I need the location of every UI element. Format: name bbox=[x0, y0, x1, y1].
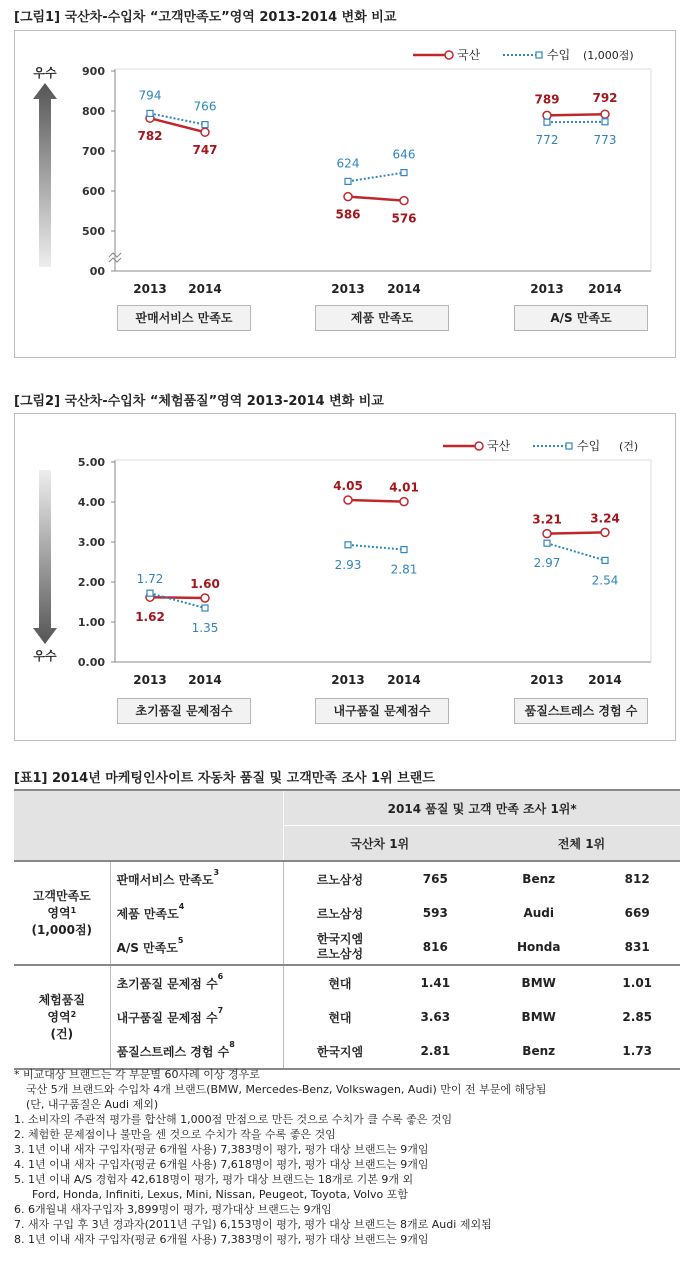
y-tick-label: 0.00 bbox=[77, 656, 105, 669]
series-line-import bbox=[150, 593, 205, 608]
point-domestic bbox=[201, 594, 209, 602]
point-import bbox=[345, 178, 351, 184]
footnote: (단, 내구품질은 Audi 제외) bbox=[26, 1098, 159, 1111]
table-row-item: A/S 만족도$^5$ bbox=[116, 935, 184, 955]
data-label-import: 794 bbox=[138, 88, 162, 103]
domestic-brand: 현대 bbox=[284, 1000, 396, 1034]
footnote: 2. 체험한 문제점이나 불만을 센 것으로 수치가 작을 수록 좋은 것임 bbox=[14, 1128, 336, 1141]
point-import bbox=[147, 110, 153, 116]
overall-score: 2.85 bbox=[622, 1010, 653, 1024]
figure1-panel bbox=[14, 30, 676, 358]
legend-label-domestic: 국산 bbox=[457, 48, 481, 62]
data-label-domestic: 747 bbox=[192, 143, 218, 158]
domestic-brand: 현대 bbox=[284, 965, 396, 1000]
point-domestic bbox=[400, 197, 408, 205]
x-tick-label: 2013 bbox=[133, 282, 167, 296]
direction-arrow bbox=[33, 83, 57, 267]
point-domestic bbox=[201, 128, 209, 136]
data-label-import: 772 bbox=[535, 133, 559, 148]
header-domestic: 국산차 1위 bbox=[284, 826, 475, 862]
legend-label-domestic: 국산 bbox=[487, 439, 511, 453]
data-label-domestic: 1.62 bbox=[135, 610, 165, 625]
table-row-item: 초기품질 문제점 수$^6$ bbox=[116, 971, 224, 991]
overall-score: 831 bbox=[624, 940, 650, 954]
data-label-domestic: 4.05 bbox=[333, 479, 363, 493]
domestic-brand: 한국지엠 bbox=[284, 1034, 396, 1069]
data-label-import: 2.93 bbox=[334, 557, 362, 572]
legend-label-import: 수입 bbox=[547, 48, 571, 62]
point-import bbox=[602, 557, 608, 563]
x-tick-label: 2014 bbox=[387, 673, 421, 687]
series-line-domestic bbox=[348, 197, 404, 201]
data-label-domestic: 576 bbox=[391, 211, 417, 226]
data-label-domestic: 782 bbox=[137, 129, 163, 144]
point-import bbox=[202, 122, 208, 128]
data-label-import: 1.72 bbox=[136, 572, 164, 587]
data-label-import: 1.35 bbox=[191, 621, 219, 635]
header-overall: 전체 1위 bbox=[483, 826, 680, 862]
point-import bbox=[147, 590, 153, 596]
unit-label: (1,000점) bbox=[583, 49, 634, 62]
category-box: 품질스트레스 경험 수 bbox=[514, 698, 648, 724]
data-label-import: 624 bbox=[336, 156, 360, 171]
y-tick-label: 700 bbox=[82, 145, 105, 158]
table-title: [표1] 2014년 마케팅인사이트 자동차 품질 및 고객만족 조사 1위 브랜드 bbox=[14, 771, 435, 786]
category-box: A/S 만족도 bbox=[514, 305, 648, 331]
category-box: 판매서비스 만족도 bbox=[117, 305, 251, 331]
point-import bbox=[544, 119, 550, 125]
x-tick-label: 2014 bbox=[188, 673, 222, 687]
category-box: 제품 만족도 bbox=[315, 305, 449, 331]
data-label-domestic: 792 bbox=[592, 91, 618, 106]
domestic-score: 2.81 bbox=[420, 1044, 451, 1058]
series-line-domestic bbox=[150, 597, 205, 598]
figure2-title: [그림2] 국산차-수입차 “체험품질”영역 2013-2014 변화 비교 bbox=[14, 394, 384, 409]
data-label-import: 2.54 bbox=[591, 573, 619, 588]
data-label-domestic: 1.60 bbox=[190, 577, 220, 591]
domestic-score: 1.41 bbox=[420, 976, 451, 990]
x-tick-label: 2014 bbox=[588, 673, 622, 687]
figure1-title: [그림1] 국산차-수입차 “고객만족도”영역 2013-2014 변화 비교 bbox=[14, 10, 397, 25]
point-import bbox=[401, 170, 407, 176]
overall-brand: Honda bbox=[516, 940, 561, 954]
point-domestic bbox=[601, 110, 609, 118]
overall-brand: Benz bbox=[522, 1044, 556, 1058]
domestic-score: 765 bbox=[422, 872, 448, 886]
series-line-domestic bbox=[547, 114, 605, 115]
direction-arrow bbox=[33, 470, 57, 644]
point-import bbox=[202, 605, 208, 611]
table-header-top: 2014 품질 및 고객 만족 조사 1위* bbox=[284, 790, 680, 826]
x-tick-label: 2013 bbox=[530, 282, 564, 296]
domestic-brand: 한국지엠 르노삼성 bbox=[284, 930, 396, 965]
category-box: 내구품질 문제점수 bbox=[315, 698, 449, 724]
y-tick-label: 800 bbox=[82, 105, 105, 118]
point-domestic bbox=[344, 496, 352, 504]
point-domestic bbox=[400, 498, 408, 506]
y-tick-label: 900 bbox=[82, 65, 105, 78]
y-tick-label: 600 bbox=[82, 185, 105, 198]
table-row-item: 제품 만족도$^4$ bbox=[116, 901, 185, 921]
x-tick-label: 2013 bbox=[331, 673, 365, 687]
overall-brand: Audi bbox=[523, 906, 554, 920]
y-tick-label: 500 bbox=[82, 225, 105, 238]
overall-score: 1.73 bbox=[622, 1044, 653, 1058]
figure2-chart bbox=[15, 414, 675, 740]
x-tick-label: 2013 bbox=[530, 673, 564, 687]
arrow-label: 우수 bbox=[33, 649, 57, 663]
data-label-domestic: 3.24 bbox=[590, 511, 620, 526]
table-corner bbox=[14, 790, 284, 861]
series-line-import bbox=[348, 173, 404, 182]
point-domestic bbox=[543, 530, 551, 538]
group-label-satisfaction: 고객만족도 영역$^1$ (1,000점) bbox=[14, 861, 110, 965]
series-line-domestic bbox=[547, 532, 605, 533]
y-tick-label: 2.00 bbox=[77, 576, 105, 589]
overall-brand: BMW bbox=[521, 976, 556, 990]
point-import bbox=[544, 540, 550, 546]
series-line-import bbox=[348, 545, 404, 550]
data-label-import: 646 bbox=[392, 147, 416, 162]
data-label-import: 2.97 bbox=[533, 556, 561, 571]
legend-label-import: 수입 bbox=[577, 439, 601, 453]
figure2-panel bbox=[14, 413, 676, 741]
footnote: 5. 1년 이내 A/S 경험자 42,618명이 평가, 평가 대상 브랜드는 18개로 기본 9개 외 bbox=[14, 1173, 414, 1186]
domestic-brand: 르노삼성 bbox=[284, 861, 396, 896]
overall-score: 812 bbox=[624, 872, 650, 886]
footnote: 6. 6개월내 새자구입자 3,899명이 평가, 평가대상 브랜드는 9개임 bbox=[14, 1203, 332, 1216]
x-tick-label: 2014 bbox=[387, 282, 421, 296]
data-label-domestic: 3.21 bbox=[532, 512, 562, 527]
legend-marker-domestic bbox=[445, 51, 453, 59]
footnote: Ford, Honda, Infiniti, Lexus, Mini, Nissan, Peugeot, Toyota, Volvo 포함 bbox=[32, 1188, 409, 1201]
domestic-brand: 르노삼성 bbox=[284, 896, 396, 930]
overall-score: 1.01 bbox=[622, 976, 653, 990]
footnote: * 비교대상 브랜드는 각 부문별 60사례 이상 경우로 bbox=[14, 1068, 260, 1081]
category-box: 초기품질 문제점수 bbox=[117, 698, 251, 724]
point-domestic bbox=[543, 111, 551, 119]
x-tick-label: 2013 bbox=[331, 282, 365, 296]
x-tick-label: 2014 bbox=[588, 282, 622, 296]
domestic-score: 816 bbox=[422, 940, 448, 954]
group-label-quality: 체험품질 영역$^2$ (건) bbox=[14, 965, 110, 1069]
legend-marker-import bbox=[536, 52, 542, 58]
table-row-item: 내구품질 문제점 수$^7$ bbox=[116, 1005, 224, 1025]
overall-brand: BMW bbox=[521, 1010, 556, 1024]
footnote: 4. 1년 이내 새자 구입자(평균 6개월 사용) 7,618명이 평가, 평가 대상 브랜드는 9개임 bbox=[14, 1158, 429, 1171]
point-import bbox=[401, 547, 407, 553]
footnote: 국산 5개 브랜드와 수입차 4개 브랜드(BMW, Mercedes-Benz, Volkswagen, Audi) 만이 전 부문에 해당됨 bbox=[26, 1083, 547, 1096]
footnote: 7. 새자 구입 후 3년 경과자(2011년 구입) 6,153명이 평가, 평가 대상 브랜드는 8개로 Audi 제외됨 bbox=[14, 1218, 492, 1231]
brand-table bbox=[14, 789, 680, 1070]
footnote: 1. 소비자의 주관적 평가를 합산해 1,000점 만점으로 만든 것으로 수치가 클 수록 좋은 것임 bbox=[14, 1113, 453, 1126]
footnote: 3. 1년 이내 새자 구입자(평균 6개월 사용) 7,383명이 평가, 평가 대상 브랜드는 9개임 bbox=[14, 1143, 429, 1156]
data-label-import: 2.81 bbox=[390, 562, 418, 577]
domestic-score: 3.63 bbox=[420, 1010, 451, 1024]
data-label-import: 773 bbox=[593, 132, 617, 147]
legend-marker-import bbox=[566, 443, 572, 449]
overall-score: 669 bbox=[624, 906, 650, 920]
x-tick-label: 2014 bbox=[188, 282, 222, 296]
table-row-item: 품질스트레스 경험 수$^8$ bbox=[116, 1039, 235, 1059]
y-tick-label: 1.00 bbox=[77, 616, 105, 629]
overall-brand: Benz bbox=[522, 872, 556, 886]
data-label-domestic: 586 bbox=[335, 207, 361, 222]
table-row-item: 판매서비스 만족도$^3$ bbox=[116, 867, 220, 887]
y-tick-label: 3.00 bbox=[77, 536, 105, 549]
point-import bbox=[345, 542, 351, 548]
point-domestic bbox=[601, 528, 609, 536]
data-label-domestic: 789 bbox=[534, 92, 560, 107]
point-domestic bbox=[344, 193, 352, 201]
x-tick-label: 2013 bbox=[133, 673, 167, 687]
data-label-domestic: 4.01 bbox=[389, 480, 419, 495]
series-line-import bbox=[150, 113, 205, 124]
y-tick-label: 4.00 bbox=[77, 496, 105, 509]
point-import bbox=[602, 119, 608, 125]
y-tick-label: 00 bbox=[89, 265, 105, 278]
arrow-label: 우수 bbox=[33, 66, 57, 80]
unit-label: (건) bbox=[619, 440, 639, 453]
y-tick-label: 5.00 bbox=[77, 456, 105, 469]
footnote: 8. 1년 이내 새자 구입자(평균 6개월 사용) 7,383명이 평가, 평가 대상 브랜드는 9개임 bbox=[14, 1233, 429, 1246]
series-line-domestic bbox=[348, 500, 404, 502]
legend-marker-domestic bbox=[475, 442, 483, 450]
footnotes bbox=[14, 1067, 546, 1247]
domestic-score: 593 bbox=[422, 906, 448, 920]
data-label-import: 766 bbox=[193, 99, 217, 114]
